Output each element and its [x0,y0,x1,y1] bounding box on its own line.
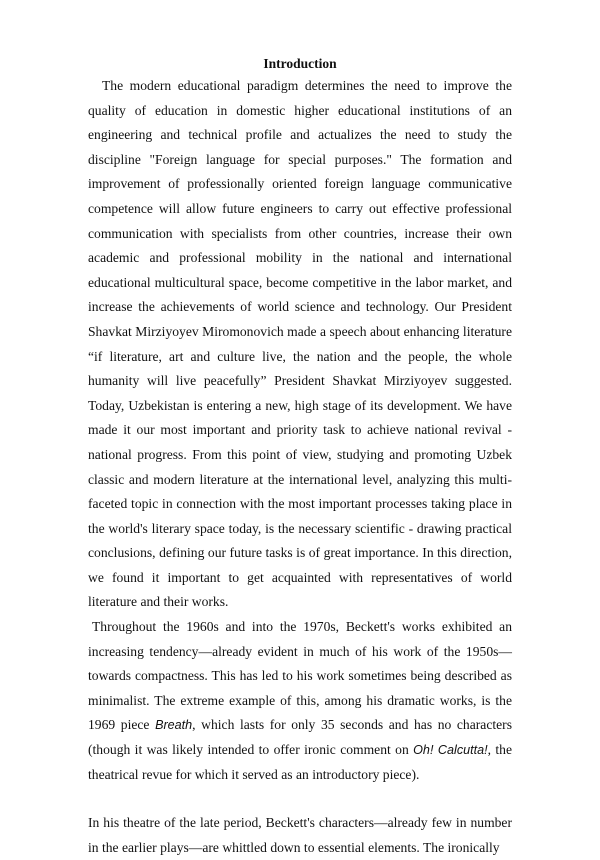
paragraph-late-theatre: In his theatre of the late period, Beckett's characters—already few in number in the earlier plays—are whittled down to essential elements. The ironically [88,815,512,855]
paragraph-text: Throughout the 1960s and into the 1970s, Beckett's works exhibited an increasing tendency—already evident in much of his work of the 1950s—towards compactness. This has led to his work sometimes being described as minimalist. The extreme example of this, among his dramatic works, is the 1969 piece [88,619,512,733]
paragraph-text: , which lasts for only 35 seconds and has no characters (though it was likely intended to offer ironic comment on [88,717,512,758]
italic-title-breath: Breath [155,718,193,733]
paragraph-introduction: The modern educational paradigm determines the need to improve the quality of education in domestic higher educational institutions of an engineering and technical profile and actualizes the need to study the discipline "Foreign language for special purposes." The formation and improvement of professionally oriented foreign language communicative competence will allow future engineers to carry out effective professional communication with specialists from other countries, increase their own academic and professional mobility in the national and international educational multicultural space, become competitive in the labor market, and increase the achievements of world science and technology. Our President Shavkat Mirziyoyev Miromonovich made a speech about enhancing literature “if literature, art and culture live, the nation and the people, the whole humanity will live peacefully” President Shavkat Mirziyoyev suggested. Today, Uzbekistan is entering a new, high stage of its development. We have made it our most important and priority task to achieve national revival - national progress. From this point of view, studying and promoting Uzbek classic and modern literature at the international level, analyzing this multi-faceted topic in connection with the most important processes taking place in the world's literary space today, is the necessary scientific - drawing practical conclusions, defining our future tasks is of great importance. In this direction, we found it important to get acquainted with representatives of world literature and their works. [88,78,512,610]
paragraph-spacer [88,787,512,811]
paragraph-text: , the theatrical revue for which it served as an introductory piece). [88,742,513,782]
italic-title-oh-calcutta: Oh! Calcutta! [413,743,488,758]
section-title: Introduction [263,56,337,71]
paragraph-beckett-minimalism [88,615,512,787]
